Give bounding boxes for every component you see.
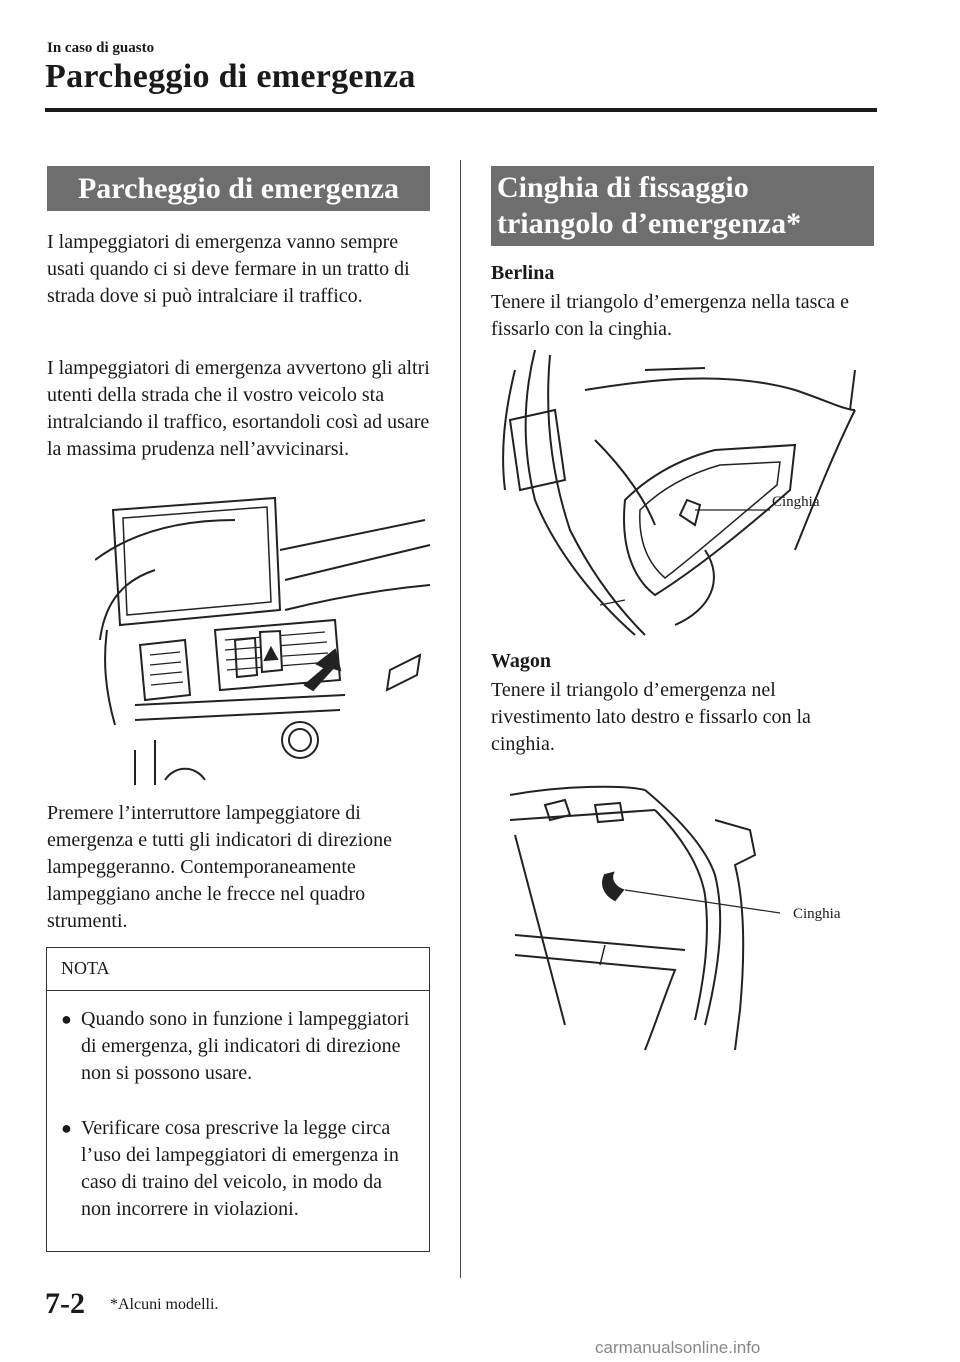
hazard-switch-illustration (95, 490, 440, 785)
section-heading-cinghia (491, 166, 874, 246)
note-box (46, 947, 430, 1252)
paragraph-wagon: Tenere il triangolo d’emergenza nel rivestimento lato destro e fissarlo con la cinghia. (491, 679, 811, 755)
heading-line-2: triangolo d’emergenza* (497, 207, 802, 240)
section-label: In caso di guasto (47, 40, 155, 56)
note-item-text: Quando sono in funzione i lampeggiatori di emergenza, gli indicatori di direzione non si possono usare. (81, 1008, 410, 1084)
paragraph-intro: I lampeggiatori di emergenza vanno sempre usati quando ci si deve fermare in un tratto di strada dove si può intralciare il traffico. (47, 231, 410, 307)
watermark: carmanualsonline.info (595, 1338, 761, 1357)
paragraph-berlina: Tenere il triangolo d’emergenza nella tasca e fissarlo con la cinghia. (491, 291, 850, 340)
bullet-icon: ● (61, 1009, 72, 1029)
subheading-wagon: Wagon (491, 650, 552, 672)
caption-berlina: Cinghia (772, 494, 820, 510)
subheading-berlina: Berlina (491, 262, 555, 284)
page-number: 7-2 (45, 1287, 85, 1320)
paragraph-warning: I lampeggiatori di emergenza avvertono gli altri utenti della strada che il vostro veicolo sta intralciando il traffico, esortandoli così ad usare la massima prudenza nell’avvicinarsi. (47, 357, 430, 460)
wagon-trunk-illustration (505, 765, 805, 1055)
note-title: NOTA (47, 948, 429, 991)
note-item (61, 1006, 411, 1087)
paragraph-instruction: Premere l’interruttore lampeggiatore di emergenza e tutti gli indicatori di direzione lampeggeranno. Contemporaneamente lampeggiano anche le frecce nel quadro strumenti. (47, 802, 393, 932)
caption-wagon: Cinghia (793, 906, 841, 922)
footnote: *Alcuni modelli. (110, 1296, 219, 1313)
page-title: Parcheggio di emergenza (45, 58, 416, 95)
section-heading-parcheggio: Parcheggio di emergenza (47, 166, 430, 211)
note-item-text: Verificare cosa prescrive la legge circa l’uso dei lampeggiatori di emergenza in caso di traino del veicolo, in modo da non incorrere in violazioni. (81, 1117, 399, 1220)
note-item (61, 1115, 411, 1223)
bullet-icon: ● (61, 1118, 72, 1138)
title-rule (45, 108, 877, 112)
column-divider (460, 160, 461, 1278)
heading-line-1: Cinghia di fissaggio (497, 171, 749, 204)
